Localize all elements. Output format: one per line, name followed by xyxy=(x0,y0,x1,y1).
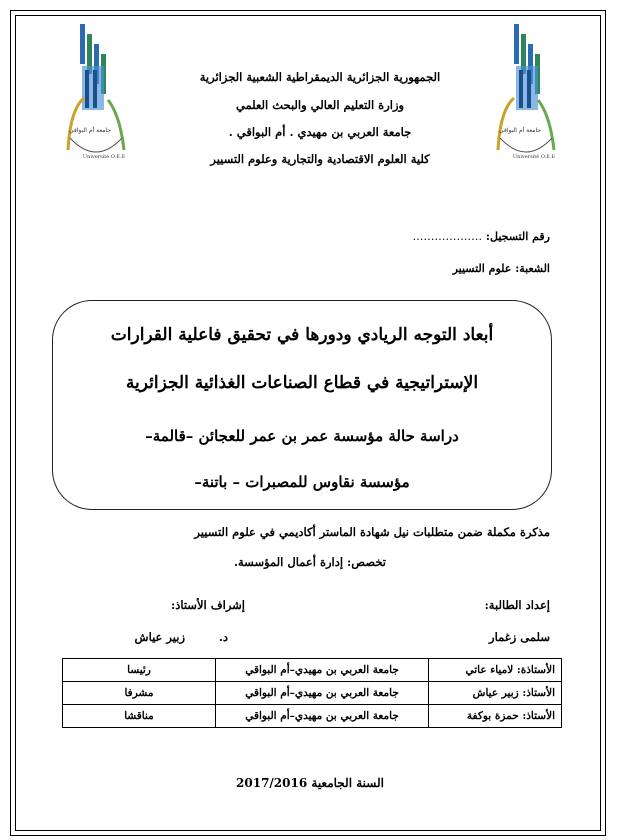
registration-field xyxy=(413,230,550,243)
logo-text: جامعة أم البواقي xyxy=(69,127,111,134)
table-row xyxy=(63,659,562,682)
logo-text-latin: Université O.E.E xyxy=(512,154,556,160)
degree-note: مذكرة مكملة ضمن متطلبات نيل شهادة الماستر أكاديمي في علوم التسيير xyxy=(194,525,550,539)
jury-member-role: مناقشا xyxy=(63,705,216,728)
jury-member-university: جامعة العربي بن مهيدي–أم البواقي xyxy=(216,659,429,682)
jury-table xyxy=(62,658,562,728)
department-field xyxy=(453,262,550,275)
table-row xyxy=(63,682,562,705)
jury-member-name: الأستاذة: لامياء عاتي xyxy=(429,659,562,682)
supervisor-name: زبير عياش xyxy=(134,630,185,644)
university-logo-icon xyxy=(60,20,132,170)
thesis-title-box xyxy=(52,300,552,510)
department-label: الشعبة: xyxy=(515,262,550,275)
jury-member-name: الأستاذ: زبير عياش xyxy=(429,682,562,705)
university-logo-icon xyxy=(490,20,562,170)
header-republic: الجمهورية الجزائرية الديمقراطية الشعبية الجزائرية xyxy=(199,70,441,84)
specialization: تخصص: إدارة أعمال المؤسسة. xyxy=(234,555,386,569)
registration-label: رقم التسجيل: xyxy=(485,230,550,243)
jury-member-name: الأستاذ: حمزة بوكفة xyxy=(429,705,562,728)
prepared-by-label: إعداد الطالبة: xyxy=(484,598,550,612)
university-logo-left xyxy=(60,20,132,170)
thesis-title-line-2: الإستراتيجية في قطاع الصناعات الغذائية الجزائرية xyxy=(125,373,479,393)
registration-value: ………………. xyxy=(412,230,483,243)
case-study-line-1: دراسة حالة مؤسسة عمر بن عمر للعجائن –قالمة– xyxy=(145,427,459,445)
academic-year: السنة الجامعية 2017/2016 xyxy=(236,776,384,790)
supervisor-title: د. xyxy=(218,630,228,644)
department-value: علوم التسيير xyxy=(452,262,512,275)
university-logo-right xyxy=(490,20,562,170)
table-row xyxy=(63,705,562,728)
jury-member-university: جامعة العربي بن مهيدي–أم البواقي xyxy=(216,682,429,705)
thesis-title-line-1: أبعاد التوجه الريادي ودورها في تحقيق فاعلية القرارات xyxy=(110,325,494,345)
student-name: سلمى زغمار xyxy=(489,630,550,644)
jury-member-role: مشرفا xyxy=(63,682,216,705)
supervised-by-label: إشراف الأستاذ: xyxy=(170,598,245,612)
jury-member-role: رئيسا xyxy=(63,659,216,682)
header-ministry: وزارة التعليم العالي والبحث العلمي xyxy=(235,98,405,112)
header-university: جامعة العربي بن مهيدي . أم البواقي . xyxy=(228,125,412,139)
header-faculty: كلية العلوم الاقتصادية والتجارية وعلوم التسيير xyxy=(210,152,430,166)
jury-member-university: جامعة العربي بن مهيدي–أم البواقي xyxy=(216,705,429,728)
logo-text-latin: Université O.E.E xyxy=(82,154,126,160)
case-study-line-2: مؤسسة نقاوس للمصبرات – باتنة– xyxy=(194,473,410,491)
logo-text: جامعة أم البواقي xyxy=(499,127,541,134)
